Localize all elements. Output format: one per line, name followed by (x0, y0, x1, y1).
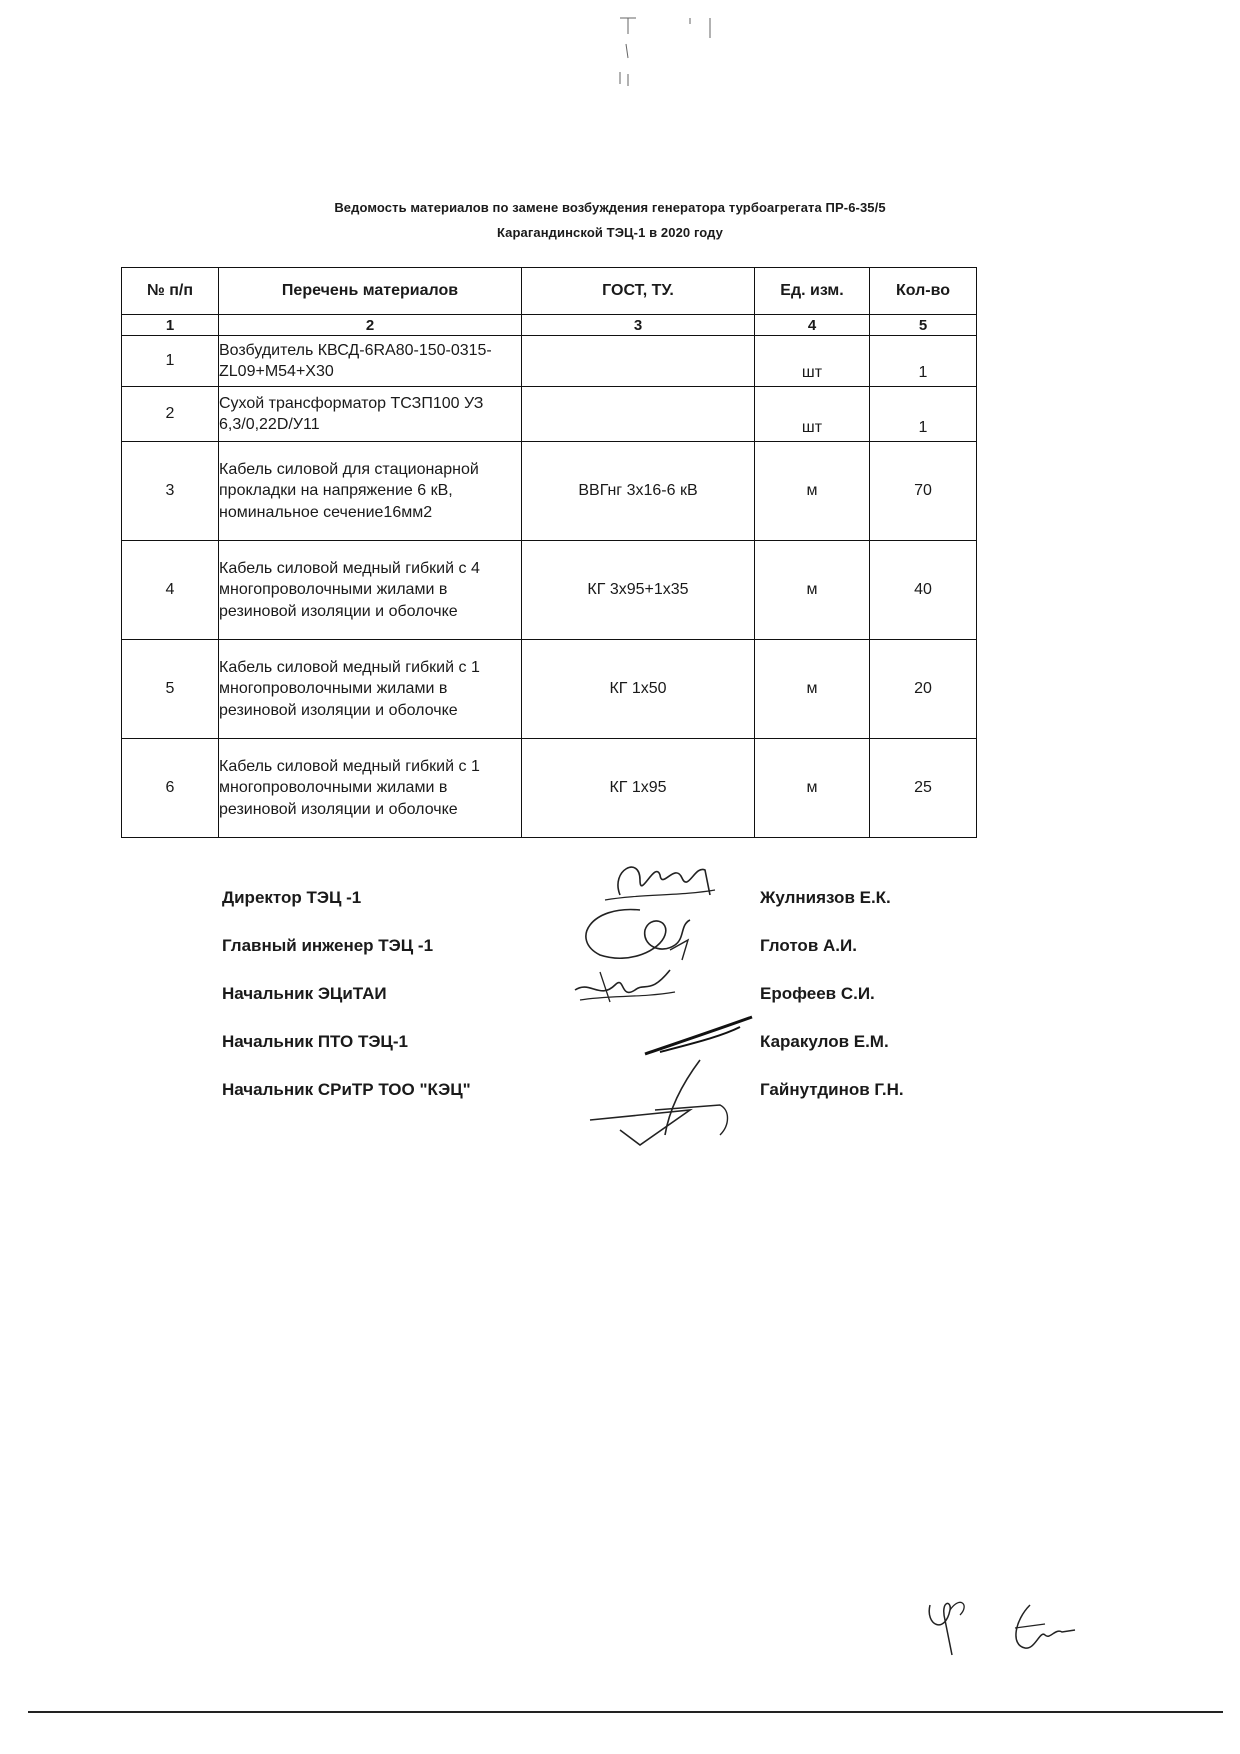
gost-cell (522, 387, 755, 442)
quantity-cell: 40 (870, 541, 977, 640)
signatory-name: Каракулов Е.М. (760, 1032, 889, 1051)
scan-artifact (600, 14, 730, 99)
header-number: № п/п (122, 268, 219, 315)
table-row (122, 739, 977, 838)
material-name: Кабель силовой медный гибкий с 1 многопроволочными жилами в резиновой изоляции и оболочке (219, 640, 522, 739)
materials-table (121, 267, 977, 838)
column-number-row (122, 315, 977, 336)
gost-cell: КГ 3х95+1х35 (522, 541, 755, 640)
handwritten-signature (570, 960, 680, 1015)
signatory-name: Гайнутдинов Г.Н. (760, 1080, 904, 1099)
signatory-position: Начальник ПТО ТЭЦ-1 (222, 1032, 408, 1051)
bottom-rule (28, 1711, 1223, 1713)
quantity-cell: 1 (870, 387, 977, 442)
unit-cell: м (755, 442, 870, 541)
document-subtitle: Карагандинской ТЭЦ-1 в 2020 году (496, 225, 724, 240)
material-name: Кабель силовой медный гибкий с 4 многопроволочными жилами в резиновой изоляции и оболочке (219, 541, 522, 640)
signatory-position: Директор ТЭЦ -1 (222, 888, 362, 907)
row-number: 4 (122, 541, 219, 640)
material-name: Кабель силовой для стационарной прокладки на напряжение 6 кВ, номинальное сечение16мм2 (219, 442, 522, 541)
handwritten-signature (580, 1050, 740, 1155)
table-row (122, 387, 977, 442)
quantity-cell: 1 (870, 336, 977, 387)
column-number: 4 (755, 315, 870, 336)
header-gost: ГОСТ, ТУ. (522, 268, 755, 315)
header-unit: Ед. изм. (755, 268, 870, 315)
unit-cell: шт (755, 387, 870, 442)
gost-cell: КГ 1х50 (522, 640, 755, 739)
gost-cell (522, 336, 755, 387)
gost-cell: ВВГнг 3х16-6 кВ (522, 442, 755, 541)
table-header-row (122, 268, 977, 315)
unit-cell: м (755, 541, 870, 640)
header-quantity: Кол-во (870, 268, 977, 315)
quantity-cell: 20 (870, 640, 977, 739)
table-row (122, 640, 977, 739)
material-name: Сухой трансформатор ТСЗП100 УЗ 6,3/0,22D/У11 (219, 387, 522, 442)
row-number: 3 (122, 442, 219, 541)
unit-cell: м (755, 739, 870, 838)
material-name: Кабель силовой медный гибкий с 1 многопроволочными жилами в резиновой изоляции и оболочке (219, 739, 522, 838)
signatory-position: Начальник СРиТР ТОО "КЭЦ" (222, 1080, 471, 1099)
column-number: 3 (522, 315, 755, 336)
quantity-cell: 25 (870, 739, 977, 838)
gost-cell: КГ 1х95 (522, 739, 755, 838)
header-materials: Перечень материалов (219, 268, 522, 315)
table-row (122, 336, 977, 387)
material-name: Возбудитель КВСД-6RA80-150-0315-ZL09+M54+X30 (219, 336, 522, 387)
signatory-position: Главный инженер ТЭЦ -1 (222, 936, 434, 955)
signatory-position: Начальник ЭЦиТАИ (222, 984, 387, 1003)
quantity-cell: 70 (870, 442, 977, 541)
column-number: 5 (870, 315, 977, 336)
row-number: 6 (122, 739, 219, 838)
unit-cell: м (755, 640, 870, 739)
column-number: 1 (122, 315, 219, 336)
table-row (122, 442, 977, 541)
unit-cell: шт (755, 336, 870, 387)
initials-mark (920, 1590, 980, 1665)
signatory-name: Жулниязов Е.К. (760, 888, 891, 907)
row-number: 1 (122, 336, 219, 387)
document-title: Ведомость материалов по замене возбуждения генератора турбоагрегата ПР-6-35/5 (334, 200, 886, 215)
row-number: 2 (122, 387, 219, 442)
initials-mark (1000, 1600, 1080, 1660)
signatory-name: Ерофеев С.И. (760, 984, 875, 1003)
signatory-name: Глотов А.И. (760, 936, 857, 955)
row-number: 5 (122, 640, 219, 739)
column-number: 2 (219, 315, 522, 336)
table-row (122, 541, 977, 640)
